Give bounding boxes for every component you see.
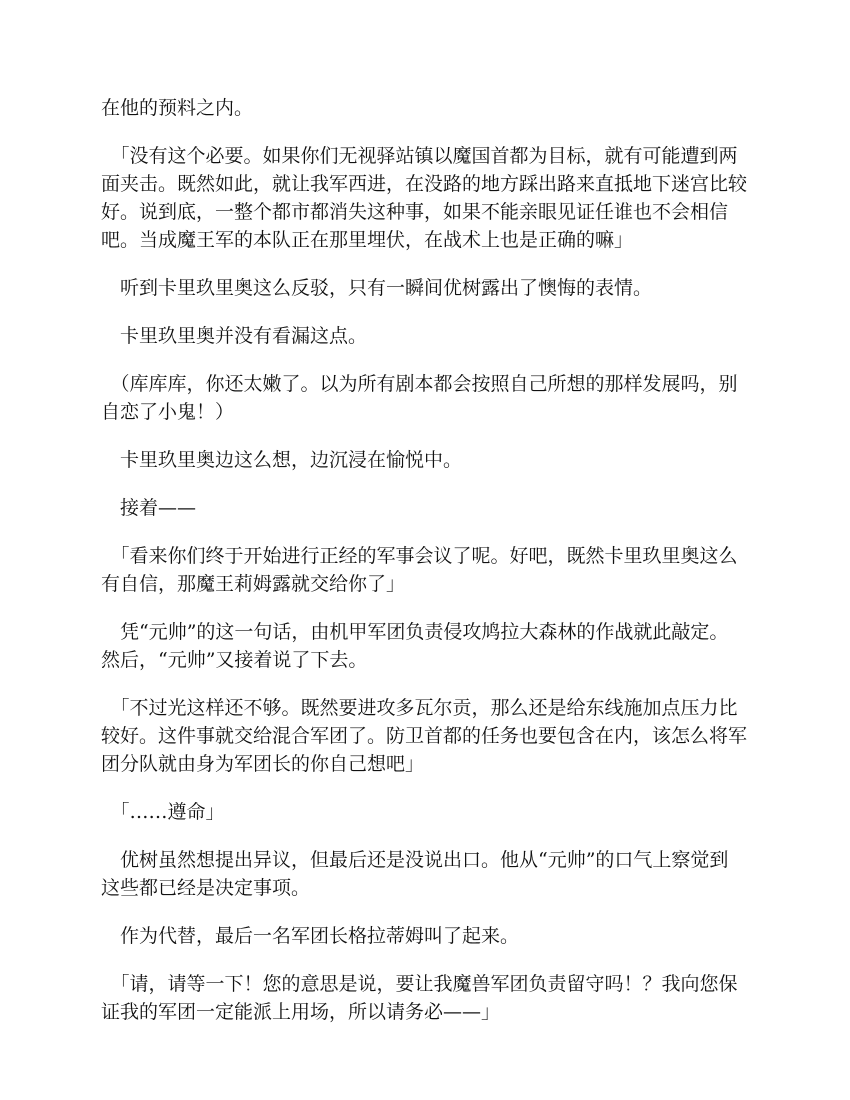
paragraph: 「不过光这样还不够。既然要进攻多瓦尔贡，那么还是给东线施加点压力比较好。这件事就交给混合军团了。防卫首都的任务也要包含在内，该怎么将军团分队就由身为军团长的你自己想吧」 [101, 697, 748, 775]
document-page [101, 94, 747, 1046]
paragraph: 接着—— [101, 497, 197, 519]
paragraph: 听到卡里玖里奥这么反驳，只有一瞬间优树露出了懊悔的表情。 [101, 277, 653, 299]
paragraph: 在他的预料之内。 [101, 97, 254, 119]
paragraph: 卡里玖里奥边这么想，边沉浸在愉悦中。 [101, 449, 463, 471]
paragraph: 凭“元帅”的这一句话，由机甲军团负责侵攻鸠拉大森林的作战就此敲定。然后，“元帅”又接着说了下去。 [101, 621, 729, 671]
paragraph: （库库库，你还太嫩了。以为所有剧本都会按照自己所想的那样发展吗，别自恋了小鬼！） [101, 373, 738, 423]
paragraph: 卡里玖里奥并没有看漏这点。 [101, 325, 368, 347]
paragraph: 作为代替，最后一名军团长格拉蒂姆叫了起来。 [101, 925, 520, 947]
paragraph: 优树虽然想提出异议，但最后还是没说出口。他从“元帅”的口气上察觉到这些都已经是决定事项。 [101, 849, 729, 899]
paragraph: 「没有这个必要。如果你们无视驿站镇以魔国首都为目标，就有可能遭到两面夹击。既然如此，就让我军西进，在没路的地方踩出路来直抵地下迷宫比较好。说到底，一整个都市都消失这种事，如果不能亲眼见证任谁也不会相信吧。当成魔王军的本队正在那里埋伏，在战术上也是正确的嘛」 [101, 145, 748, 251]
paragraph: 「……遵命」 [101, 801, 225, 823]
paragraph: 「请，请等一下！您的意思是说，要让我魔兽军团负责留守吗！？我向您保证我的军团一定能派上用场，所以请务必——」 [101, 973, 738, 1023]
paragraph: 「看来你们终于开始进行正经的军事会议了呢。好吧，既然卡里玖里奥这么有自信，那魔王莉姆露就交给你了」 [101, 545, 738, 595]
